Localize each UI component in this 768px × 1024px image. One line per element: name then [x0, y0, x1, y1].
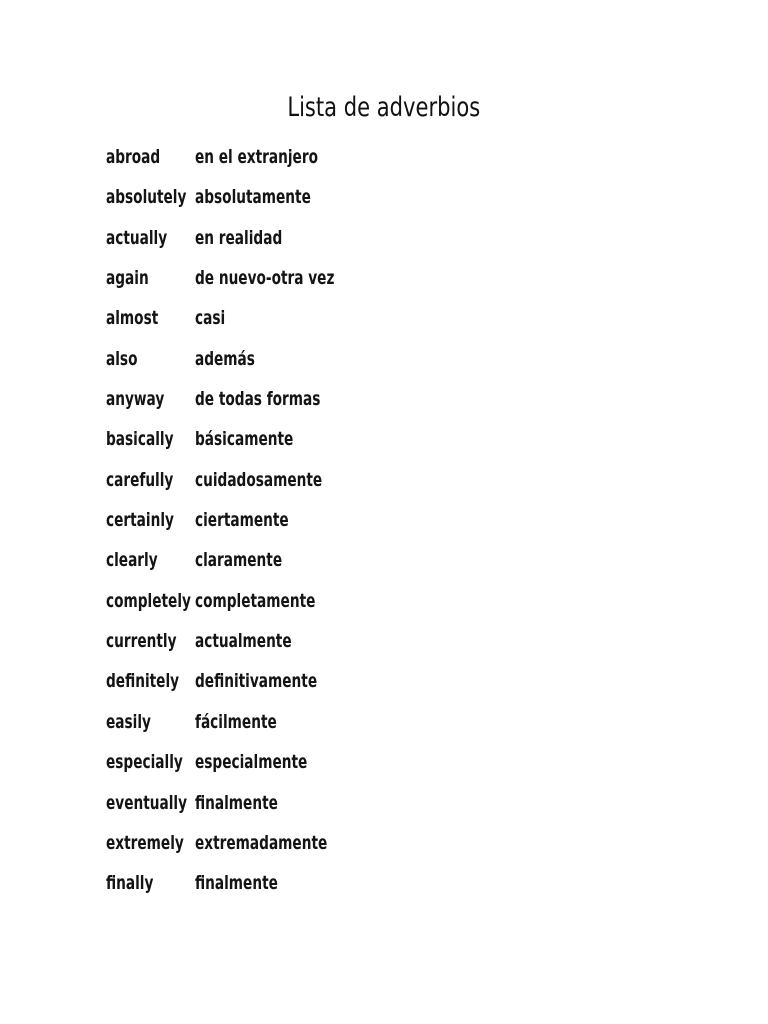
english-adverb: abroad [106, 146, 161, 168]
english-adverb: easily [106, 710, 151, 733]
english-adverb: also [106, 347, 138, 370]
spanish-translation: completamente [195, 589, 316, 612]
page-title: Lista de adverbios [287, 92, 481, 123]
english-adverb: finally [106, 872, 154, 895]
list-item [106, 181, 506, 221]
spanish-translation: finalmente [195, 872, 278, 895]
list-item [106, 787, 506, 827]
list-item [106, 383, 506, 423]
spanish-translation: claramente [195, 549, 283, 572]
adverb-list [106, 141, 506, 908]
english-adverb: clearly [106, 549, 158, 572]
spanish-translation: finalmente [195, 791, 278, 814]
spanish-translation: además [195, 347, 255, 370]
list-item [106, 544, 506, 584]
english-adverb: anyway [106, 388, 165, 411]
english-adverb: actually [106, 226, 168, 249]
english-adverb: definitely [106, 670, 180, 693]
spanish-translation: absolutamente [195, 186, 311, 209]
list-item [106, 706, 506, 746]
spanish-translation: fácilmente [195, 710, 277, 733]
spanish-translation: en el extranjero [195, 146, 318, 168]
english-adverb: again [106, 267, 149, 290]
list-item [106, 867, 506, 907]
list-item [106, 262, 506, 302]
spanish-translation: extremadamente [195, 831, 328, 854]
list-item [106, 423, 506, 463]
list-item [106, 222, 506, 262]
english-adverb: absolutely [106, 186, 187, 209]
spanish-translation: ciertamente [195, 509, 289, 532]
list-item [106, 504, 506, 544]
list-item [106, 665, 506, 705]
list-item [106, 585, 506, 625]
english-adverb: completely [106, 589, 191, 612]
english-adverb: certainly [106, 509, 174, 532]
list-item [106, 827, 506, 867]
list-item [106, 625, 506, 665]
spanish-translation: definitivamente [195, 670, 318, 693]
english-adverb: especially [106, 751, 183, 774]
spanish-translation: de todas formas [195, 388, 321, 411]
spanish-translation: en realidad [195, 226, 283, 249]
list-item [106, 302, 506, 342]
list-item [106, 141, 506, 181]
english-adverb: carefully [106, 468, 174, 491]
english-adverb: eventually [106, 791, 188, 814]
english-adverb: currently [106, 630, 177, 653]
spanish-translation: casi [195, 307, 226, 330]
spanish-translation: especialmente [195, 751, 308, 774]
list-item [106, 746, 506, 786]
spanish-translation: básicamente [195, 428, 294, 451]
spanish-translation: actualmente [195, 630, 292, 653]
english-adverb: basically [106, 428, 174, 451]
spanish-translation: cuidadosamente [195, 468, 323, 491]
spanish-translation: de nuevo-otra vez [195, 267, 335, 290]
list-item [106, 464, 506, 504]
english-adverb: extremely [106, 831, 184, 854]
english-adverb: almost [106, 307, 159, 330]
list-item [106, 343, 506, 383]
